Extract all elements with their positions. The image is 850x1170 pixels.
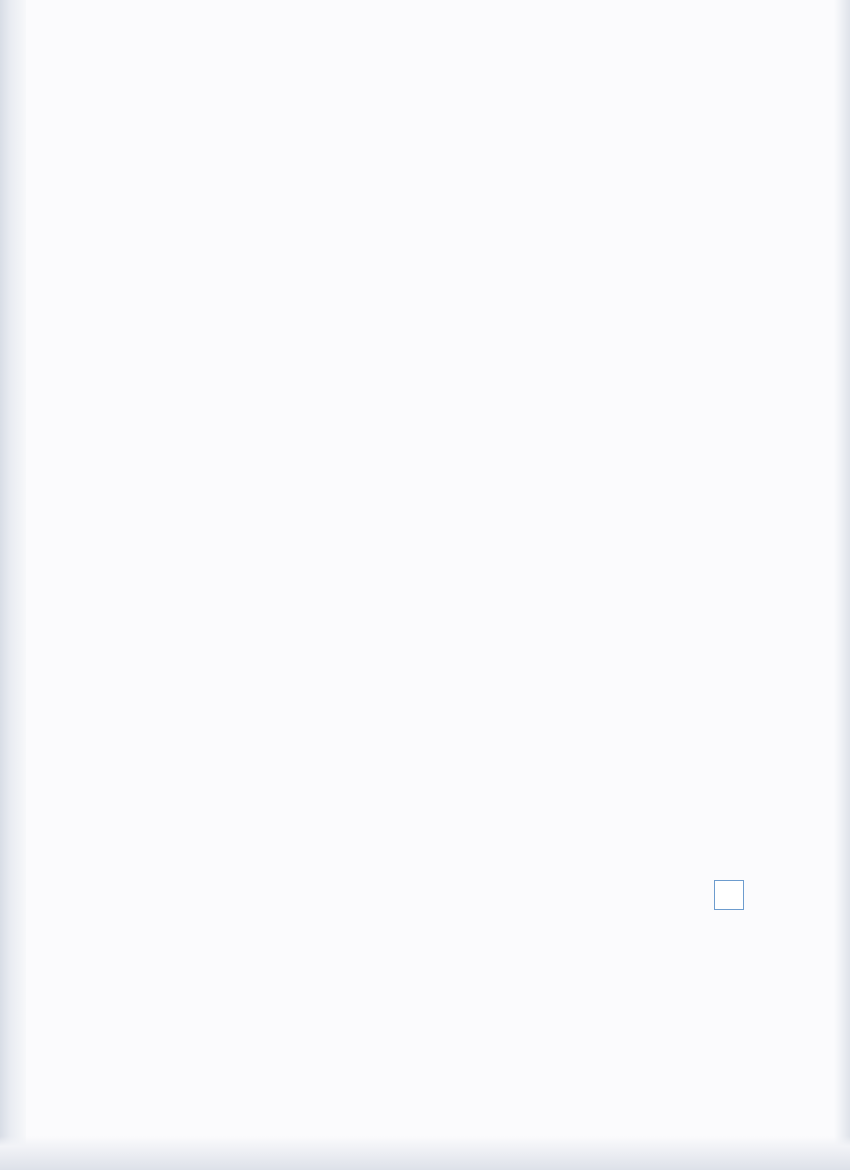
total-score-box[interactable] xyxy=(714,880,744,910)
left-column xyxy=(30,0,430,1170)
right-column xyxy=(435,0,835,1170)
